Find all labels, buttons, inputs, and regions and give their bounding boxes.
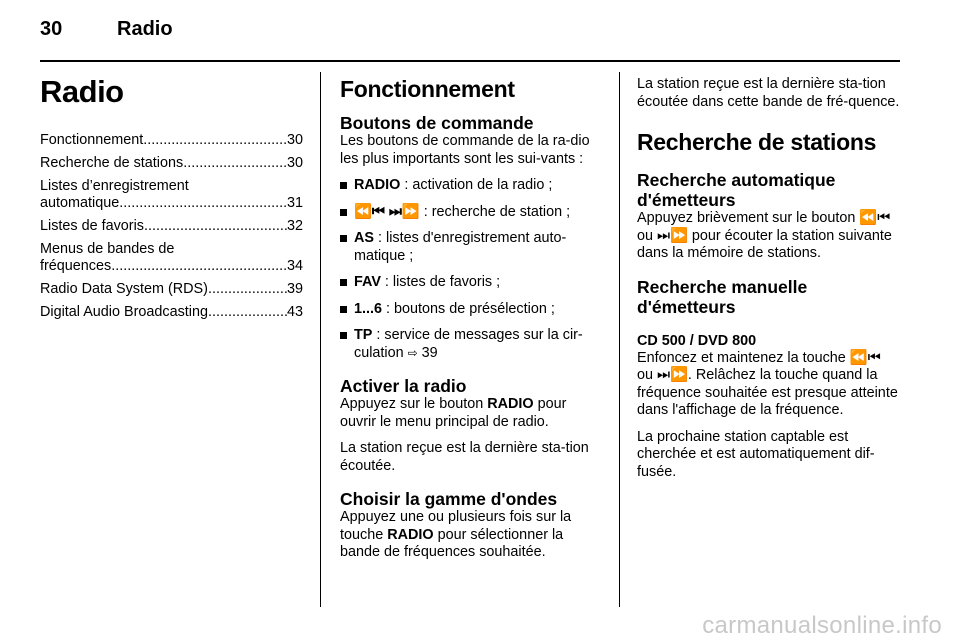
list-item <box>340 204 602 222</box>
control-key: 1...6 <box>354 300 383 317</box>
control-desc: : activation de la radio ; <box>400 177 553 193</box>
section-title: Recherche de stations <box>637 129 877 155</box>
control-desc: : service de messages sur la cir-culation <box>354 327 583 361</box>
toc-entry[interactable] <box>40 218 303 235</box>
toc-entry[interactable] <box>40 281 303 298</box>
activate-paragraph: Appuyez sur le bouton RADIO pour ouvrir le menu principal de radio. <box>340 396 567 430</box>
table-of-contents <box>40 132 303 321</box>
list-item <box>340 230 602 265</box>
auto-search-paragraph: Appuyez brièvement sur le bouton ⏪⏮ ou ⏭⏩ pour écouter la station suivante dans la mémoire de stations. <box>637 210 892 261</box>
toc-label: fréquences <box>40 258 112 274</box>
control-key: AS <box>354 230 374 246</box>
control-desc: : listes d'enregistrement auto-matique ; <box>354 230 567 264</box>
manual-search-heading: Recherche manuelle d'émetteurs <box>637 276 808 317</box>
toc-leader <box>143 132 287 149</box>
activate-note: La station reçue est la dernière sta-tion écoutée. <box>340 440 589 474</box>
column-divider-right <box>619 72 620 607</box>
intro-paragraph: La station reçue est la dernière sta-tion écoutée dans cette bande de fré-quence. <box>637 76 900 110</box>
toc-label: Digital Audio Broadcasting <box>40 304 208 320</box>
page-number: 30 <box>40 18 63 40</box>
page-reference-icon[interactable]: ⇨ <box>407 345 418 360</box>
chapter-title: Radio <box>40 74 124 109</box>
search-column <box>637 66 900 490</box>
control-desc: : recherche de station ; <box>419 203 571 220</box>
activate-heading: Activer la radio <box>340 376 467 396</box>
control-key: FAV <box>354 274 381 290</box>
header-divider <box>40 60 900 62</box>
operation-column <box>340 66 602 571</box>
toc-leader <box>208 281 287 298</box>
manual-search-paragraph: Enfoncez et maintenez la touche ⏪⏮ ou ⏭⏩. Relâchez la touche quand la fréquence souhaitée est presque atteinte dans l'affichage de la fréquence. <box>637 349 898 418</box>
toc-leader <box>183 155 287 172</box>
toc-leader <box>119 195 287 212</box>
toc-label: Fonctionnement <box>40 132 144 148</box>
model-heading: CD 500 / DVD 800 <box>637 332 757 349</box>
list-item <box>340 301 602 319</box>
toc-page: 34 <box>286 258 303 274</box>
page-reference[interactable]: 39 <box>417 344 438 361</box>
bullet-icon <box>340 182 347 189</box>
seek-buttons-icon: ⏪⏮ ⏭⏩ <box>354 203 420 220</box>
toc-page: 31 <box>286 195 303 211</box>
toc-label: Recherche de stations <box>40 155 184 171</box>
toc-page: 39 <box>286 281 303 297</box>
toc-label: Radio Data System (RDS) <box>40 281 208 297</box>
bullet-icon <box>340 235 347 242</box>
control-key: RADIO <box>354 177 401 193</box>
toc-label: automatique <box>40 195 120 211</box>
auto-search-heading: Recherche automatique d'émetteurs <box>637 170 836 210</box>
manual-search-note: La prochaine station captable est cherchée et est automatiquement dif-fusée. <box>637 428 875 480</box>
toc-page: 30 <box>286 155 303 171</box>
toc-entry[interactable] <box>40 241 303 275</box>
bullet-icon <box>340 209 347 216</box>
toc-entry[interactable] <box>40 178 303 212</box>
toc-column <box>40 66 303 327</box>
list-item <box>340 327 602 362</box>
toc-entry[interactable] <box>40 304 303 321</box>
control-key: TP <box>354 327 373 343</box>
bullet-icon <box>340 306 347 313</box>
toc-page: 30 <box>286 132 303 148</box>
column-divider-left <box>320 72 321 607</box>
control-desc: : listes de favoris ; <box>380 274 501 290</box>
toc-leader <box>208 304 287 321</box>
toc-entry[interactable] <box>40 155 303 172</box>
controls-intro: Les boutons de commande de la ra-dio les plus importants sont les sui-vants : <box>340 133 590 167</box>
bullet-icon <box>340 279 347 286</box>
controls-list <box>340 177 602 362</box>
bullet-icon <box>340 332 347 339</box>
control-desc: : boutons de présélection ; <box>382 300 555 317</box>
list-item <box>340 177 602 195</box>
toc-leader <box>144 218 287 235</box>
toc-label: Listes de favoris <box>40 218 144 234</box>
band-heading: Choisir la gamme d'ondes <box>340 489 558 509</box>
toc-leader <box>111 258 287 275</box>
running-header: Radio <box>117 18 173 40</box>
toc-label: Listes d’enregistrement <box>40 178 189 194</box>
toc-label: Menus de bandes de <box>40 241 175 257</box>
list-item <box>340 274 602 292</box>
watermark: carmanualsonline.info <box>702 612 942 639</box>
band-paragraph: Appuyez une ou plusieurs fois sur la touche RADIO pour sélectionner la bande de fréquences souhaitée. <box>340 509 572 560</box>
controls-heading: Boutons de commande <box>340 113 534 133</box>
section-title: Fonctionnement <box>340 76 515 102</box>
toc-entry[interactable] <box>40 132 303 149</box>
toc-page: 43 <box>286 304 303 320</box>
toc-page: 32 <box>286 218 303 234</box>
